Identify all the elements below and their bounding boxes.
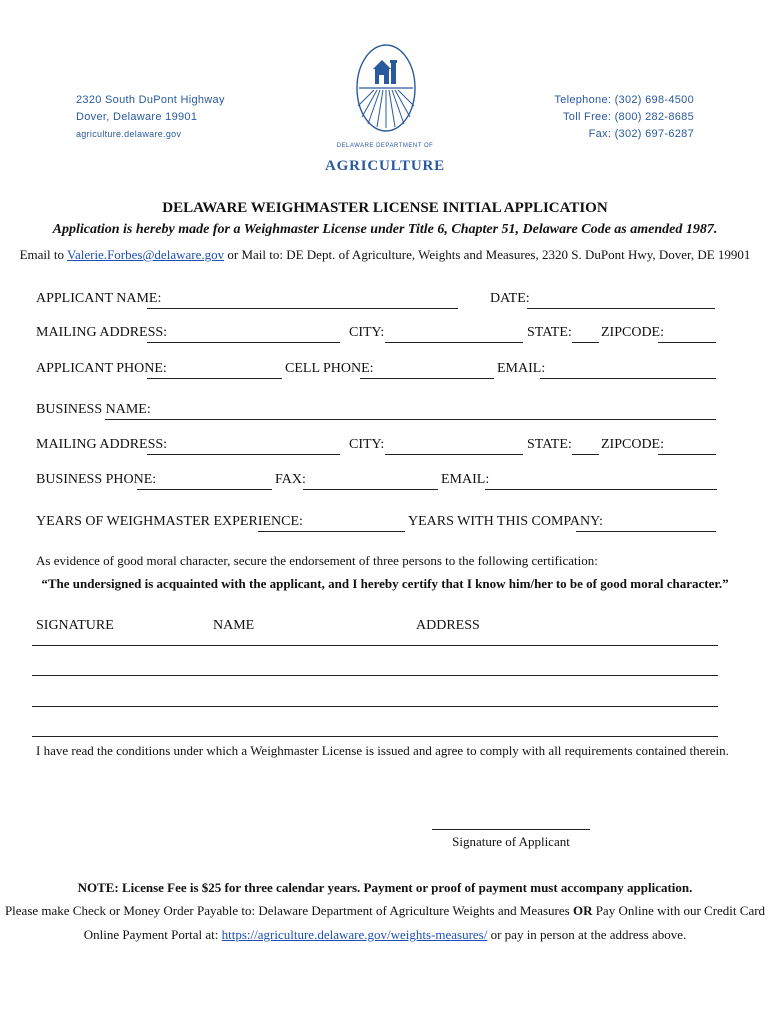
business-email-label: EMAIL: — [441, 472, 490, 487]
fee-note: NOTE: License Fee is $25 for three calendar years. Payment or proof of payment must accompany application. — [77, 880, 693, 895]
payment-portal-link[interactable]: https://agriculture.delaware.gov/weights-measures/ — [221, 927, 488, 942]
endorsement-line-4[interactable] — [32, 736, 718, 737]
payment-line2-post: or pay in person at the address above. — [487, 927, 687, 942]
business-state-field[interactable] — [572, 454, 599, 455]
cell-phone-field[interactable] — [360, 378, 494, 379]
dept-big-label: AGRICULTURE — [325, 158, 445, 174]
business-zipcode-field[interactable] — [658, 454, 716, 455]
department-logo — [353, 44, 419, 134]
mailing-address-field[interactable] — [147, 342, 340, 343]
mailing-address-label: MAILING ADDRESS: — [36, 325, 168, 340]
cell-phone-label: CELL PHONE: — [285, 361, 374, 376]
years-company-label: YEARS WITH THIS COMPANY: — [408, 514, 603, 529]
years-experience-label: YEARS OF WEIGHMASTER EXPERIENCE: — [36, 514, 303, 529]
payment-line2-pre: Online Payment Portal at: — [83, 927, 222, 942]
applicant-signature-field[interactable] — [432, 829, 590, 830]
date-label: DATE: — [490, 291, 530, 306]
business-name-label: BUSINESS NAME: — [36, 402, 151, 417]
business-mailing-address-field[interactable] — [147, 454, 340, 455]
business-city-label: CITY: — [349, 437, 385, 452]
form-subtitle: Application is hereby made for a Weighmaster License under Title 6, Chapter 51, Delaware Code as amended 1987. — [52, 222, 718, 237]
years-experience-field[interactable] — [258, 531, 405, 532]
endorsement-line-3[interactable] — [32, 706, 718, 707]
business-city-field[interactable] — [385, 454, 523, 455]
applicant-phone-label: APPLICANT PHONE: — [36, 361, 167, 376]
form-title: DELAWARE WEIGHMASTER LICENSE INITIAL APPLICATION — [162, 200, 608, 216]
applicant-name-field[interactable] — [147, 308, 458, 309]
applicant-name-label: APPLICANT NAME: — [36, 291, 162, 306]
address-line1: 2320 South DuPont Highway — [76, 94, 225, 106]
applicant-phone-field[interactable] — [147, 378, 282, 379]
fax-label: FAX: — [275, 472, 306, 487]
address-line2: Dover, Delaware 19901 — [76, 111, 198, 123]
payment-line1-pre: Please make Check or Money Order Payable to: Delaware Department of Agriculture Weights and Measures — [4, 903, 573, 918]
fax-field[interactable] — [303, 489, 438, 490]
business-zipcode-label: ZIPCODE: — [601, 437, 664, 452]
telephone-text: Telephone: (302) 698-4500 — [554, 94, 694, 106]
letterhead-contact — [554, 92, 694, 143]
submission-instructions — [0, 247, 770, 263]
payment-or: OR — [572, 903, 593, 918]
email-suffix: or Mail to: DE Dept. of Agriculture, Weights and Measures, 2320 S. DuPont Hwy, Dover, DE 19901 — [224, 247, 751, 262]
col-signature-header: SIGNATURE — [36, 618, 114, 633]
barn-field-icon — [353, 44, 419, 134]
state-label: STATE: — [527, 325, 572, 340]
website-text: agriculture.delaware.gov — [76, 129, 182, 139]
business-mailing-address-label: MAILING ADDRESS: — [36, 437, 168, 452]
city-label: CITY: — [349, 325, 385, 340]
email-field[interactable] — [540, 378, 716, 379]
business-name-field[interactable] — [105, 419, 716, 420]
col-name-header: NAME — [213, 618, 255, 633]
email-prefix: Email to — [19, 247, 68, 262]
business-phone-label: BUSINESS PHONE: — [36, 472, 157, 487]
endorsement-intro: As evidence of good moral character, secure the endorsement of three persons to the following certification: — [36, 553, 598, 568]
certification-quote: “The undersigned is acquainted with the applicant, and I hereby certify that I know him/her to be of good moral character.” — [41, 576, 729, 591]
business-phone-field[interactable] — [137, 489, 272, 490]
business-email-field[interactable] — [485, 489, 717, 490]
toll-free-text: Toll Free: (800) 282-8685 — [562, 111, 694, 123]
zipcode-label: ZIPCODE: — [601, 325, 664, 340]
payment-instructions-line2 — [0, 927, 770, 943]
payment-instructions-line1 — [0, 903, 770, 919]
dept-small-label: DELAWARE DEPARTMENT OF — [336, 143, 434, 149]
col-address-header: ADDRESS — [416, 618, 480, 633]
city-field[interactable] — [385, 342, 523, 343]
zipcode-field[interactable] — [658, 342, 716, 343]
endorsement-line-1[interactable] — [32, 645, 718, 646]
payment-line1-post: Pay Online with our Credit Card — [592, 903, 766, 918]
fax-text: Fax: (302) 697-6287 — [588, 128, 694, 140]
state-field[interactable] — [572, 342, 599, 343]
agreement-statement: I have read the conditions under which a Weighmaster License is issued and agree to comply with all requirements contained therein. — [36, 743, 729, 758]
letterhead-address — [76, 92, 225, 143]
years-company-field[interactable] — [576, 531, 716, 532]
endorsement-line-2[interactable] — [32, 675, 718, 676]
email-link[interactable]: Valerie.Forbes@delaware.gov — [67, 247, 225, 262]
date-field[interactable] — [527, 308, 715, 309]
email-label: EMAIL: — [497, 361, 546, 376]
signature-of-applicant-label: Signature of Applicant — [452, 834, 570, 849]
business-state-label: STATE: — [527, 437, 572, 452]
